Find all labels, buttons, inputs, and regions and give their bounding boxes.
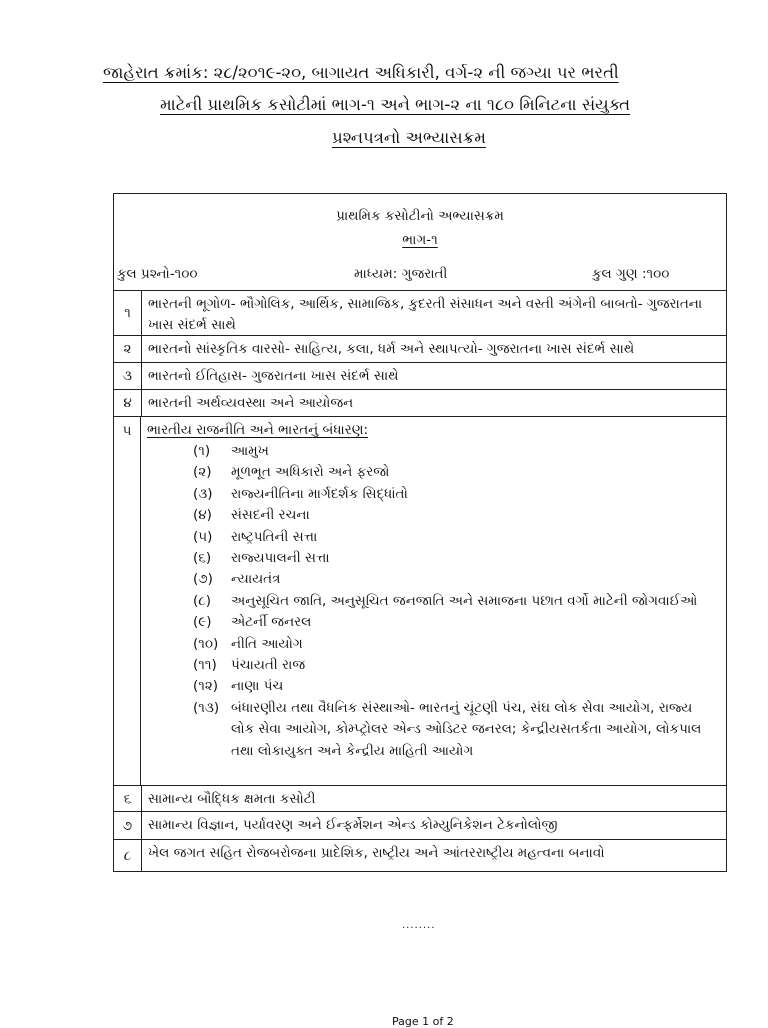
row-number: ૪ (114, 390, 142, 416)
item-text: રાષ્ટ્રપતિની સત્તા (231, 528, 318, 545)
item-label: (૫) (193, 528, 213, 545)
item-text: મૂળભૂત અધિકારો અને ફરજો (231, 464, 390, 481)
item-text: નાણા પંચ (231, 678, 284, 695)
list-item (193, 634, 720, 655)
row-text: ભારતનો સાંસ્કૃતિક વારસો- સાહિત્ય, કલા, ધર્મ અને સ્થાપત્યો- ગુજરાતના ખાસ સંદર્ભ સાથે (148, 341, 635, 357)
table-part: ભાગ-૧ (402, 232, 438, 248)
row-number: ૨ (114, 336, 142, 362)
item-label: (૬) (193, 550, 212, 567)
table-row (114, 840, 726, 871)
item-label: (૧૩) (193, 699, 220, 716)
row-text: સામાન્ય વિજ્ઞાન, પર્યાવરણ અને ઈન્ફર્મેશન એન્ડ કોમ્યુનિકેશન ટેકનોલોજી (148, 817, 558, 833)
table-title: પ્રાથમિક કસોટીનો અભ્યાસક્રમ (336, 208, 504, 224)
list-item (193, 698, 720, 762)
row-text: ભારતની ભૂગોળ- ભૌગોલિક, આર્થિક, સામાજિક, કુદરતી સંસાધન અને વસ્તી અંગેની બાબતો- ગુજરાતના ખાસ સંદર્ભ સાથે (148, 296, 703, 333)
page-number: Page 1 of 2 (392, 1015, 454, 1028)
header-line-1: જાહેરાત ક્રમાંક: ૨૮/૨૦૧૯-૨૦, બાગાયત અધિકારી, વર્ગ-૨ ની જગ્યા પર ભરતી (103, 63, 619, 82)
table-row (114, 363, 726, 390)
table-row (114, 812, 726, 840)
table-row (114, 336, 726, 363)
item-text: રાજ્યનીતિના માર્ગદર્શક સિદ્ધાંતો (231, 485, 408, 502)
item-text: બંધારણીય તથા વૈધનિક સંસ્થાઓ- ભારતનું ચૂંટણી પંચ, સંઘ લોક સેવા આયોગ, રાજ્ય લોક સેવા આયોગ, કોમ્પ્ટ્રોલર એન્ડ ઓડિટર જનરલ; કેન્દ્રીયસતર્કતા આયોગ, લોકપાલ તથા લોકાયુક્ત અને કેન્દ્રીય માહિતી આયોગ (231, 699, 702, 759)
table-row (114, 786, 726, 812)
item-label: (૨) (193, 464, 212, 481)
row-number: ૧ (114, 291, 142, 335)
row-number: ૬ (114, 786, 142, 811)
total-marks: કુલ ગુણ :૧૦૦ (592, 266, 670, 282)
item-label: (૧૨) (193, 678, 219, 695)
header-line-2: માટેની પ્રાથમિક કસોટીમાં ભાગ-૧ અને ભાગ-૨ ના ૧૮૦ મિનિટના સંયુક્ત (160, 95, 631, 114)
table-row (114, 390, 726, 417)
polity-heading: ભારતીય રાજનીતિ અને ભારતનું બંધારણ: (147, 422, 369, 438)
item-label: (૮) (193, 592, 211, 609)
row-number: ૫ (114, 417, 141, 785)
item-text: પંચાયતી રાજ (231, 657, 306, 674)
table-row (114, 291, 726, 336)
item-text: અનુસૂચિત જાતિ, અનુસૂચિત જનજાતિ અને સમાજના પછાત વર્ગો માટેની જોગવાઈઓ (231, 592, 698, 609)
row-number: ૭ (114, 812, 142, 839)
row-number: ૮ (114, 840, 142, 871)
item-label: (૧૦) (193, 635, 219, 652)
list-item (193, 676, 720, 697)
table-row (114, 417, 726, 786)
row-content (141, 417, 726, 785)
medium: માધ્યમ: ગુજરાતી (354, 266, 448, 282)
list-item (193, 655, 720, 676)
item-text: ન્યાયતંત્ર (231, 571, 281, 588)
item-label: (૧) (193, 443, 211, 459)
list-item (193, 569, 720, 590)
header-line-3: પ્રશ્નપત્રનો અભ્યાસક્રમ (332, 128, 486, 147)
list-item (193, 505, 720, 526)
item-text: એટર્ની જનરલ (231, 614, 312, 631)
row-text: ભારતનો ઈતિહાસ- ગુજરાતના ખાસ સંદર્ભ સાથે (148, 368, 399, 384)
list-item (193, 591, 720, 612)
list-item (193, 612, 720, 633)
item-text: આમુખ (231, 443, 269, 459)
total-questions: કુલ પ્રશ્નો-૧૦૦ (117, 266, 198, 282)
item-label: (૩) (193, 485, 213, 502)
item-text: સંસદની રચના (231, 507, 310, 524)
table-intro (114, 194, 726, 291)
item-label: (૭) (193, 571, 213, 588)
item-label: (૯) (193, 614, 212, 631)
item-label: (૪) (193, 507, 212, 524)
row-number: ૩ (114, 363, 142, 389)
list-item (193, 548, 720, 569)
item-label: (૧૧) (193, 657, 217, 674)
item-text: નીતિ આયોગ (231, 635, 303, 652)
list-item (193, 484, 720, 505)
list-item (193, 441, 720, 462)
polity-subitems (147, 441, 720, 762)
row-text: ભારતની અર્થવ્યવસ્થા અને આયોજન (148, 395, 354, 411)
list-item (193, 462, 720, 483)
syllabus-table (113, 193, 727, 872)
row-text: સામાન્ય બૌદ્ધિક ક્ષમતા કસોટી (148, 791, 316, 807)
row-text: ખેલ જગત સહિત રોજબરોજના પ્રાદેશિક, રાષ્ટ્રીય અને આંતરરાષ્ટ્રીય મહત્વના બનાવો (148, 845, 605, 861)
list-item (193, 527, 720, 548)
separator: ........ (402, 920, 436, 931)
item-text: રાજ્યપાલની સત્તા (231, 550, 330, 567)
